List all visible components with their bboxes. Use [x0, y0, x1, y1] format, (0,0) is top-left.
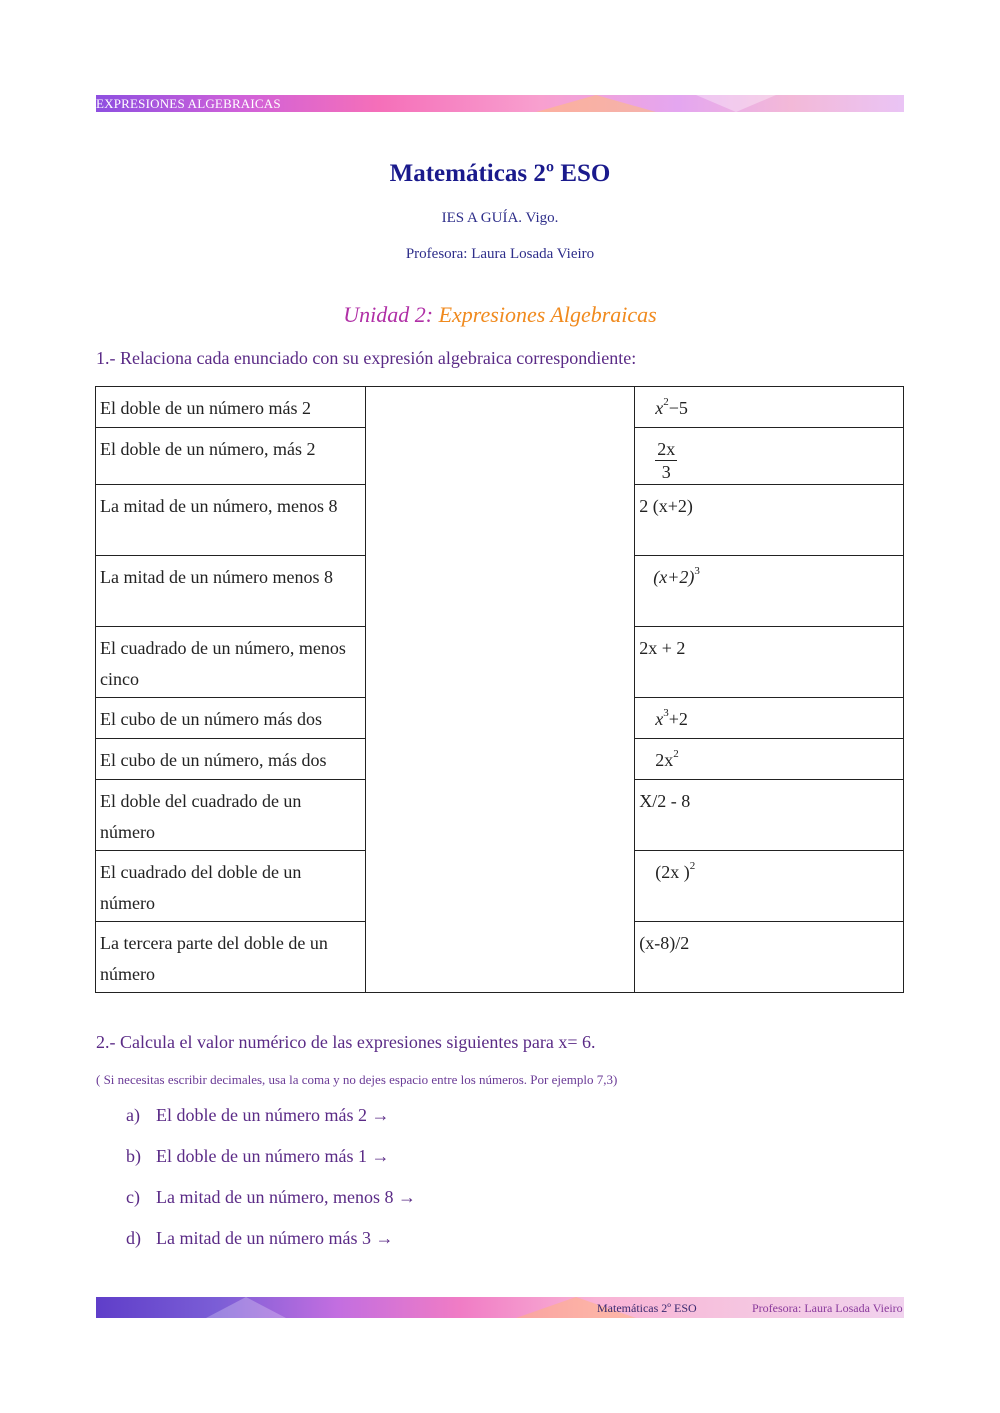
header-decor [536, 95, 656, 112]
statement-cell: La mitad de un número, menos 8 [96, 485, 366, 556]
footer-decor [206, 1297, 286, 1318]
footer-title: Matemáticas 2º ESO [597, 1301, 697, 1315]
item-letter: b) [126, 1146, 141, 1166]
footer-teacher: Profesora: Laura Losada Vieiro [752, 1301, 903, 1315]
expression-cell: X/2 - 8 [635, 780, 904, 851]
expression-cell [635, 556, 904, 627]
expr-base: 2x [655, 750, 674, 770]
running-title: EXPRESIONES ALGEBRAICAS [96, 96, 281, 111]
statement-cell: La tercera parte del doble de un número [96, 922, 366, 993]
question-2-heading: 2.- Calcula el valor numérico de las expresiones siguientes para x= 6. [96, 1032, 596, 1052]
expr-base: x [655, 709, 664, 729]
unit-name: Expresiones Algebraicas [438, 302, 657, 327]
statement-cell: El cuadrado del doble de un número [96, 851, 366, 922]
fraction-numerator: 2x [657, 439, 676, 459]
statement-cell: El cuadrado de un número, menos cinco [96, 627, 366, 698]
list-item[interactable] [126, 1146, 389, 1167]
expr-rest: +2 [668, 709, 688, 729]
teacher-name: Profesora: Laura Losada Vieiro [405, 246, 595, 262]
expression-cell [635, 739, 904, 780]
item-letter: a) [126, 1105, 140, 1125]
expr-exponent: 3 [694, 565, 700, 577]
list-item[interactable] [126, 1105, 389, 1126]
expr-base: x [655, 398, 664, 418]
question-1-heading: 1.- Relaciona cada enunciado con su expresión algebraica correspondiente: [96, 348, 637, 368]
expression-cell [635, 387, 904, 428]
statement-cell: El cubo de un número, más dos [96, 739, 366, 780]
statement-cell: El doble del cuadrado de un número [96, 780, 366, 851]
item-letter: d) [126, 1228, 141, 1248]
item-text: El doble de un número más 2 → [156, 1105, 390, 1125]
unit-label: Unidad 2: [343, 302, 434, 327]
list-item[interactable] [126, 1187, 416, 1208]
expression-cell: 2x + 2 [635, 627, 904, 698]
school-name: IES A GUÍA. Vigo. [441, 210, 559, 226]
item-text: La mitad de un número más 3 → [156, 1228, 394, 1248]
item-text: El doble de un número más 1 → [156, 1146, 390, 1166]
table-row [96, 387, 904, 428]
expression-cell [635, 698, 904, 739]
expr-base: (x+2) [653, 567, 695, 587]
expression-cell [635, 851, 904, 922]
matching-table [95, 386, 904, 993]
statement-cell: El doble de un número más 2 [96, 387, 366, 428]
unit-title [0, 302, 1000, 328]
header-band [96, 95, 904, 112]
expr-exponent: 2 [689, 860, 696, 872]
list-item[interactable] [126, 1228, 393, 1249]
answer-column[interactable] [365, 387, 635, 993]
expr-rest: −5 [668, 398, 688, 418]
statement-cell: El cubo de un número más dos [96, 698, 366, 739]
page-title: Matemáticas 2º ESO [389, 160, 611, 187]
decimal-note: ( Si necesitas escribir decimales, usa la coma y no dejes espacio entre los números. Por ejemplo 7,3) [96, 1072, 618, 1087]
expr-exponent: 2 [663, 396, 669, 408]
expr-exponent: 2 [673, 748, 679, 760]
item-letter: c) [126, 1187, 140, 1207]
statement-cell: La mitad de un número menos 8 [96, 556, 366, 627]
header-decor [696, 95, 776, 112]
fraction [655, 438, 677, 483]
expr-base: (2x ) [655, 862, 690, 882]
expression-cell: 2 (x+2) [635, 485, 904, 556]
statement-cell: El doble de un número, más 2 [96, 428, 366, 485]
expression-cell [635, 428, 904, 485]
fraction-denominator: 3 [661, 462, 671, 482]
expression-cell: (x-8)/2 [635, 922, 904, 993]
item-text: La mitad de un número, menos 8 → [156, 1187, 416, 1207]
expr-exponent: 3 [663, 707, 669, 719]
